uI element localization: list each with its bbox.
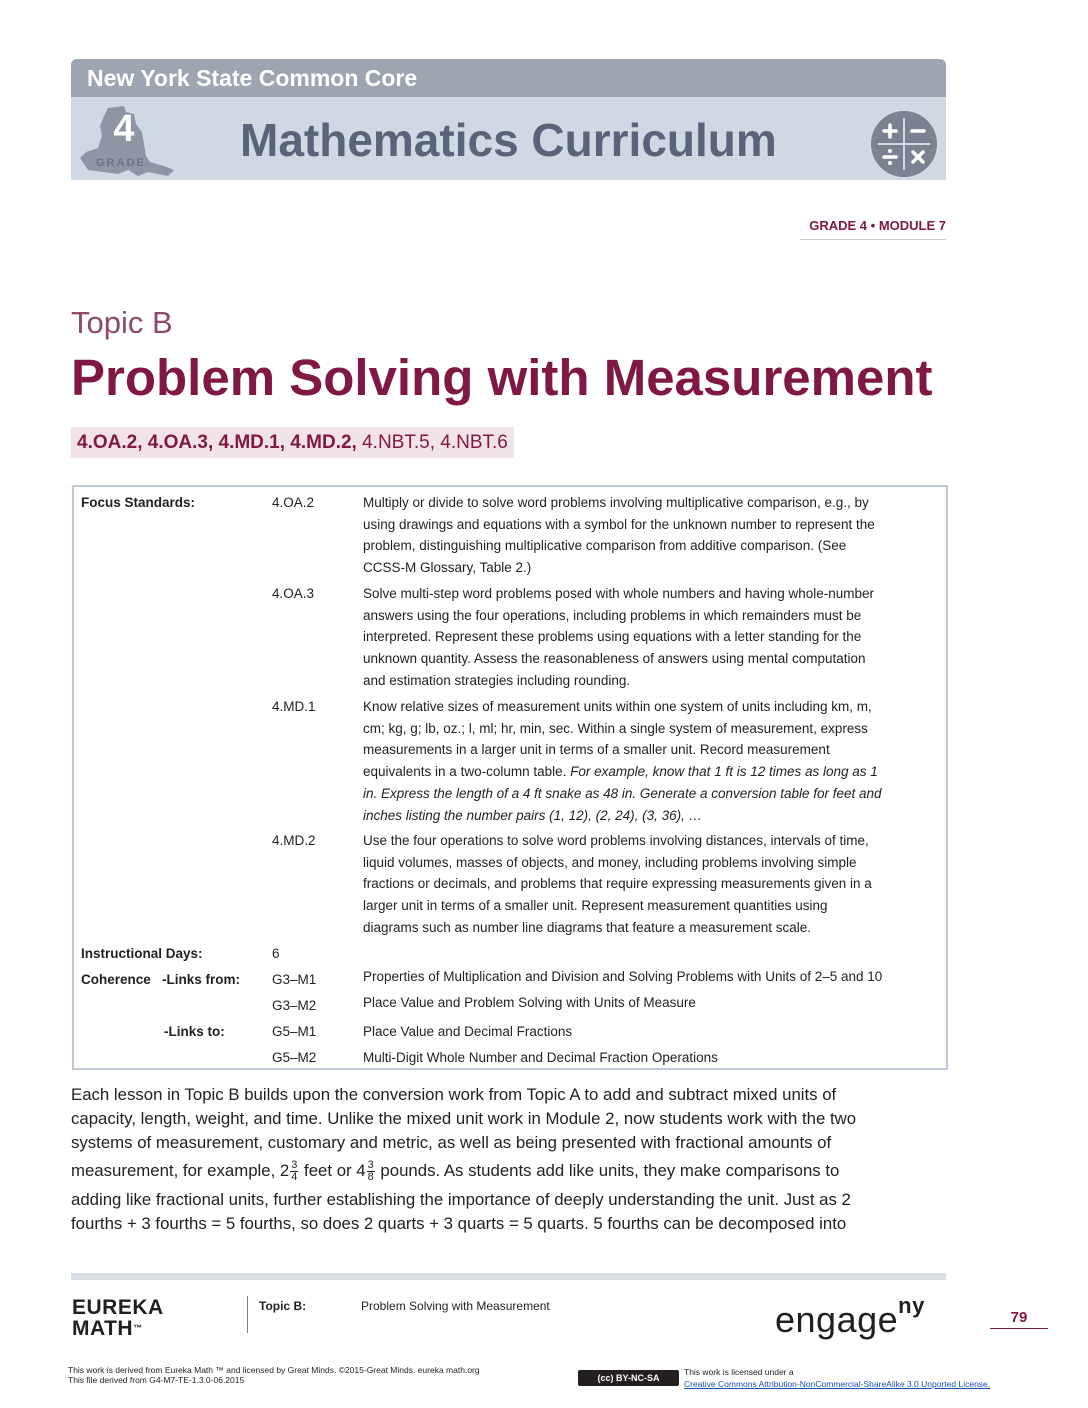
topic-label: Topic B [71,305,173,340]
fraction-numerator: 3 [367,1159,374,1172]
fraction-numerator: 3 [291,1159,298,1172]
fraction-denominator: 8 [367,1171,374,1184]
desc-line: answers using the four operations, including problems in which remainders must be [363,607,862,623]
standard-description [363,583,938,692]
standards-primary: 4.OA.2, 4.OA.3, 4.MD.1, 4.MD.2, [77,432,357,453]
standards-secondary: 4.NBT.5, 4.NBT.6 [356,432,508,453]
standard-description [363,696,938,826]
paragraph-text: pounds. As students add like units, they make comparisons to [375,1161,840,1181]
math-operations-icon [870,110,938,178]
standard-description [363,830,938,939]
grade-number: 4 [113,108,135,150]
link-text: Multi-Digit Whole Number and Decimal Fraction Operations [363,1050,718,1065]
standard-code: 4.MD.1 [272,699,316,714]
desc-line: Use the four operations to solve word problems involving distances, intervals of time, [363,833,869,848]
topic-overview-paragraph [71,1083,951,1236]
desc-line: Solve multi-step word problems posed with whole numbers and having whole-number [363,586,875,601]
logo-superscript: ny [898,1293,925,1318]
desc-line: larger unit in terms of a smaller unit. Represent measurement quantities using [363,898,828,914]
desc-example: inches listing the number pairs (1, 12), (2, 24), (3, 36), … [363,807,703,823]
desc-line: Know relative sizes of measurement units within one system of units including km, m, [363,699,872,714]
desc-line: and estimation strategies including rounding. [363,672,631,688]
paragraph-line: Each lesson in Topic B builds upon the conversion work from Topic A to add and subtract mixed units of [71,1085,837,1104]
page-number: 79 [990,1309,1048,1329]
logo-text: MATH [72,1317,134,1340]
link-text: Properties of Multiplication and Division and Solving Problems with Units of 2–5 and 10 [363,969,883,984]
links-to-label: -Links to: [164,1024,225,1039]
notice-line: This file derived from G4-M7-TE-1.3.0-06.2015 [68,1375,245,1385]
creative-commons-badge[interactable]: (cc) BY-NC-SA [578,1370,679,1386]
standard-description [363,492,938,579]
link-code: G5–M2 [272,1050,317,1065]
desc-line: fractions or decimals, and problems that require expressing measurements given in a [363,876,872,892]
paragraph-line [71,1154,951,1188]
desc-line: diagrams such as number line diagrams that feature a measurement scale. [363,919,811,935]
logo-line: EUREKA [72,1296,164,1319]
paragraph-line: capacity, length, weight, and time. Unlike the mixed unit work in Module 2, now students work with the two [71,1108,857,1128]
engageny-logo [775,1293,925,1341]
paragraph-text: measurement, for example, 2 [71,1161,290,1181]
desc-example: For example, know that 1 ft is 12 times as long as 1 [570,764,878,780]
link-text: Place Value and Problem Solving with Units of Measure [363,995,696,1010]
footer-rule [71,1273,946,1280]
license-notice [684,1366,990,1390]
banner-text: New York State Common Core [87,65,418,91]
paragraph-line: fourths + 3 fourths = 5 fourths, so does 2 quarts + 3 quarts = 5 quarts. 5 fourths can be decomposed into [71,1214,847,1234]
links-from-label: -Links from: [162,972,241,987]
curriculum-title: Mathematics Curriculum [240,114,777,166]
link-code: G3–M1 [272,972,317,987]
desc-line [363,761,938,783]
standard-code: 4.OA.2 [272,495,315,510]
standards-list [71,427,514,458]
notice-line: This work is derived from Eureka Math ™ and licensed by Great Minds. ©2015-Great Minds. eureka math.org [68,1365,480,1375]
coherence-label: Coherence [81,972,151,987]
fraction [367,1160,375,1183]
grade-word: GRADE [96,157,146,169]
focus-standards-label: Focus Standards: [81,495,196,510]
paragraph-text: feet or 4 [299,1161,366,1181]
module-label: GRADE 4 • MODULE 7 [800,218,946,240]
desc-line: measurements in a larger unit in terms of a smaller unit. Record measurement [363,742,830,758]
topic-title: Problem Solving with Measurement [71,349,933,406]
desc-line: using drawings and equations with a symbol for the unknown number to represent the [363,516,875,532]
standard-code: 4.OA.3 [272,586,315,601]
eureka-math-logo [72,1297,164,1339]
desc-line: liquid volumes, masses of objects, and money, including problems involving simple [363,854,857,870]
focus-standards-table [72,485,948,1070]
license-link[interactable]: Creative Commons Attribution-NonCommercial-ShareAlike 3.0 Unported License. [684,1379,991,1389]
desc-line: problem, distinguishing multiplicative comparison from additive comparison. (See [363,538,847,554]
desc-line: Multiply or divide to solve word problems involving multiplicative comparison, e.g., by [363,495,869,510]
instructional-days-label: Instructional Days: [81,946,203,961]
fraction-denominator: 4 [291,1171,298,1184]
derivation-notice [68,1365,480,1385]
desc-line [363,783,938,805]
desc-line: interpreted. Represent these problems using equations with a letter standing for the [363,629,862,645]
instructional-days-value: 6 [272,946,280,961]
footer-topic-label: Topic B: [259,1299,307,1313]
standard-code: 4.MD.2 [272,833,316,848]
link-code: G5–M1 [272,1024,317,1039]
desc-example: in. Express the length of a 4 ft snake as 48 in. Generate a conversion table for feet and [363,785,882,801]
paragraph-line: systems of measurement, customary and metric, as well as being presented with fractional amounts of [71,1132,832,1152]
logo-line [72,1318,164,1339]
trademark: ™ [133,1323,143,1333]
fraction [290,1160,298,1183]
link-text: Place Value and Decimal Fractions [363,1024,573,1039]
desc-line: CCSS-M Glossary, Table 2.) [363,560,532,576]
desc-line: unknown quantity. Assess the reasonableness of answers using mental computation [363,651,866,667]
header-banner [71,59,946,97]
paragraph-line: adding like fractional units, further establishing the importance of deeply understanding the unit. Just as 2 [71,1190,851,1210]
logo-text: engage [775,1299,899,1340]
desc-line [363,805,938,827]
notice-line: This work is licensed under a [684,1367,794,1377]
desc-text: equivalents in a two-column table. [363,764,571,780]
footer-divider [247,1296,248,1333]
footer-topic-name: Problem Solving with Measurement [361,1299,550,1313]
desc-line: cm; kg, g; lb, oz.; l, ml; hr, min, sec. Within a single system of measurement, express [363,720,868,736]
link-code: G3–M2 [272,998,317,1013]
